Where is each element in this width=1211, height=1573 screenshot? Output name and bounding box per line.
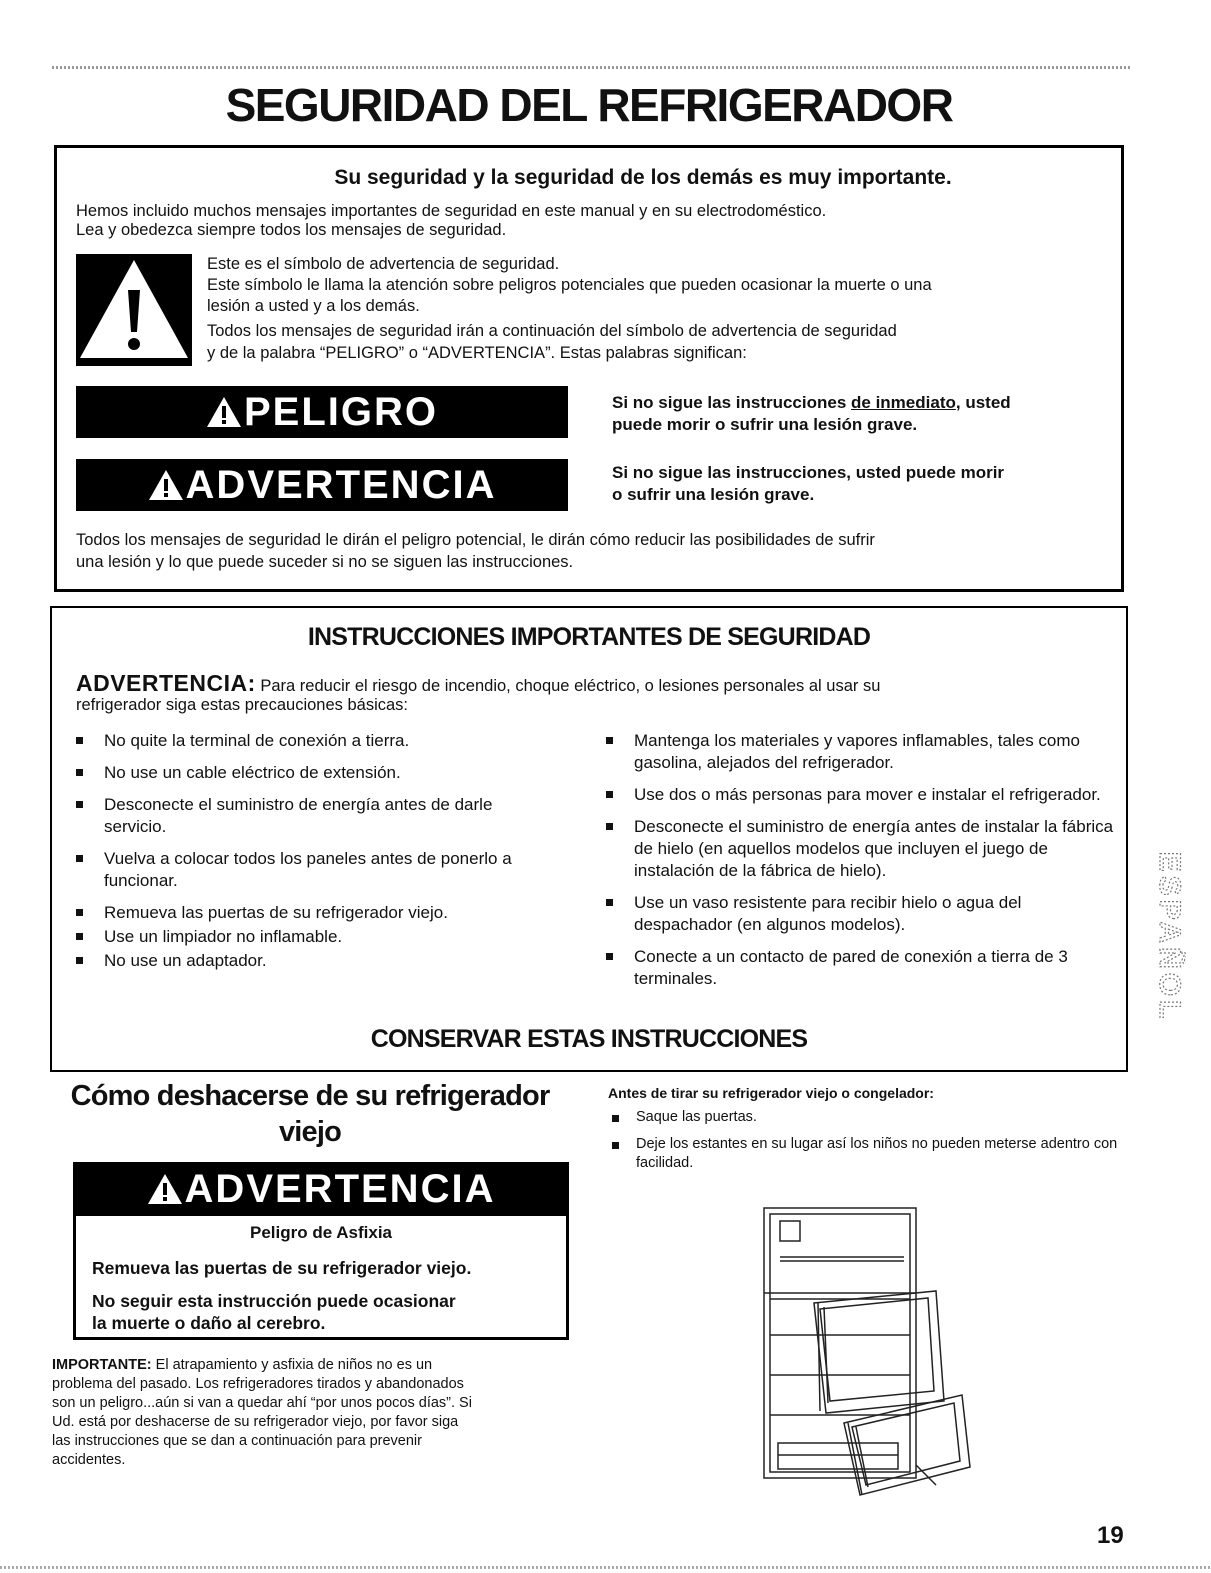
hazard-title: Peligro de Asfixia [249,1223,393,1242]
page-number: 19 [1097,1522,1124,1549]
symbol-line-5: y de la palabra “PELIGRO” o “ADVERTENCIA”. Estas palabras significan: [207,344,747,362]
important-line: Ud. está por deshacerse de su refrigerador viejo, por favor siga [52,1414,459,1430]
advertencia-text-2: o sufrir una lesión grave. [612,485,815,504]
list-item: No quite la terminal de conexión a tierra. [76,730,546,752]
advertencia-meaning [612,462,1004,506]
bottom-dotted-rule [0,1566,1211,1569]
list-item: Conecte a un contacto de pared de conexión a tierra de 3 terminales. [606,946,1116,990]
symbol-line-2: Este símbolo le llama la atención sobre peligros potenciales que pueden ocasionar la muerte o una [207,276,932,294]
important-line: las instrucciones que se dan a continuación para prevenir [52,1433,422,1449]
advertencia-text-1: Si no sigue las instrucciones, usted puede morir [612,463,1005,482]
advertencia-label: ADVERTENCIA [185,462,497,507]
peligro-bar [76,386,568,438]
warning-triangle-icon [206,396,242,428]
warning-text: Para reducir el riesgo de incendio, choque eléctrico, o lesiones personales al usar su [260,677,881,695]
peligro-text-underlined: de inmediato [851,393,956,412]
warning-triangle-icon [76,254,192,366]
list-item: Mantenga los materiales y vapores inflamables, tales como gasolina, alejados del refrigerador. [606,730,1116,774]
list-item: Use un limpiador no inflamable. [76,926,546,948]
disposal-title [20,1078,600,1150]
list-item: Vuelva a colocar todos los paneles antes de ponerlo a funcionar. [76,848,546,892]
important-line: El atrapamiento y asfixia de niños no es un [151,1357,433,1373]
side-tab-label: ESPAÑOL [1153,851,1186,1023]
list-item: Desconecte el suministro de energía antes de instalar la fábrica de hielo (en aquellos modelos que incluyen el juego de instalación de la fábrica de hielo). [606,816,1116,882]
safety-intro-2: Lea y obedezca siempre todos los mensajes de seguridad. [76,221,507,239]
safety-alert-symbol [76,254,192,366]
disposal-line-2a: No seguir esta instrucción puede ocasionar [92,1291,456,1311]
peligro-meaning [612,392,1011,436]
important-line: son un peligro...aún si van a quedar ahí “por unos pocos días”. Si [52,1395,472,1411]
warning-text-2: refrigerador siga estas precauciones básicas: [76,696,409,714]
instructions-footer: CONSERVAR ESTAS INSTRUCCIONES [370,1025,808,1053]
peligro-text-b: , usted [955,393,1011,412]
safety-heading: Su seguridad y la seguridad de los demás es muy importante. [334,166,952,189]
important-label: IMPORTANTE: [52,1357,152,1373]
right-precautions-list [606,730,1116,990]
warning-word: ADVERTENCIA: [76,670,256,696]
list-item: Use dos o más personas para mover e instalar el refrigerador. [606,784,1116,806]
safety-intro-1: Hemos incluido muchos mensajes importantes de seguridad en este manual y en su electrodoméstico. [76,202,827,220]
safety-footer-2: una lesión y lo que puede suceder si no se siguen las instrucciones. [76,553,574,571]
symbol-line-3: lesión a usted y a los demás. [207,297,420,315]
instructions-heading: INSTRUCCIONES IMPORTANTES DE SEGURIDAD [307,623,871,651]
peligro-text-a: Si no sigue las instrucciones [612,393,852,412]
disposal-warning-label: ADVERTENCIA [184,1166,496,1211]
important-note [52,1356,592,1470]
disposal-warning-bar [73,1162,569,1216]
instructions-warning [76,670,880,697]
disposal-title-line-1: Cómo deshacerse de su refrigerador [70,1080,550,1112]
list-item: Deje los estantes en su lugar así los niños no pueden meterse adentro con facilidad. [612,1135,1132,1173]
advertencia-bar [76,459,568,511]
top-dotted-rule [52,66,1130,69]
list-item: Saque las puertas. [612,1108,1132,1127]
disposal-line-2 [92,1290,456,1334]
disposal-line-1: Remueva las puertas de su refrigerador viejo. [92,1258,472,1278]
before-list [612,1108,1132,1173]
important-line: problema del pasado. Los refrigeradores tirados y abandonados [52,1376,464,1392]
list-item: No use un adaptador. [76,950,546,972]
symbol-line-1: Este es el símbolo de advertencia de seguridad. [207,255,560,273]
safety-footer-1: Todos los mensajes de seguridad le dirán el peligro potencial, le dirán cómo reducir las posibilidades de sufrir [76,531,875,549]
before-heading: Antes de tirar su refrigerador viejo o congelador: [608,1085,934,1101]
disposal-line-2b: la muerte o daño al cerebro. [92,1313,326,1333]
symbol-line-4: Todos los mensajes de seguridad irán a continuación del símbolo de advertencia de seguridad [207,322,897,340]
important-line: accidentes. [52,1452,126,1468]
left-precautions-list [76,730,546,972]
refrigerator-doors-removed-illustration [756,1205,986,1505]
language-side-tab [1150,810,1186,1064]
warning-triangle-icon [147,1173,183,1205]
disposal-title-line-2: viejo [278,1116,342,1148]
list-item: Use un vaso resistente para recibir hielo o agua del despachador (en algunos modelos). [606,892,1116,936]
list-item: Remueva las puertas de su refrigerador viejo. [76,902,546,924]
page-title: SEGURIDAD DEL REFRIGERADOR [225,79,953,131]
peligro-text-c: puede morir o sufrir una lesión grave. [612,415,918,434]
list-item: Desconecte el suministro de energía antes de darle servicio. [76,794,546,838]
peligro-label: PELIGRO [243,389,439,434]
warning-triangle-icon [148,469,184,501]
list-item: No use un cable eléctrico de extensión. [76,762,546,784]
